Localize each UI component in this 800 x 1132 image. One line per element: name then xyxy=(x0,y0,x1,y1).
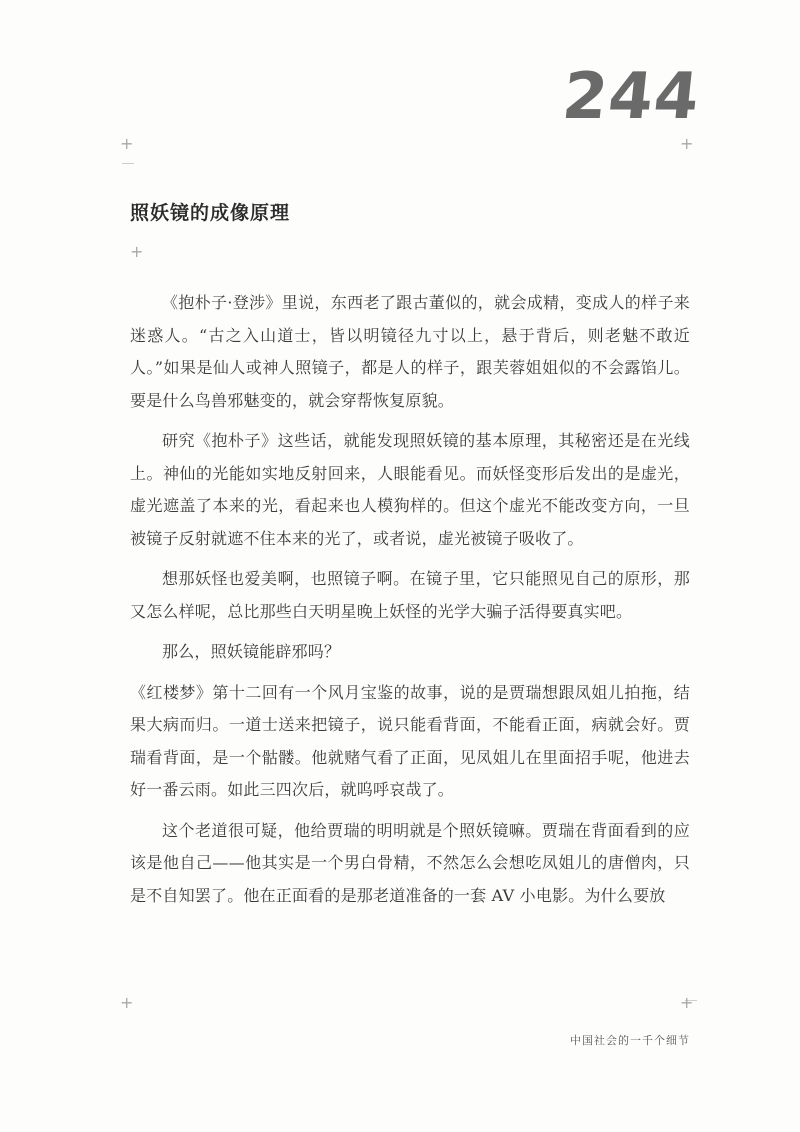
paragraph: 研究《抱朴子》这些话，就能发现照妖镜的基本原理，其秘密还是在光线上。神仙的光能如实地反射回来，人眼能看见。而妖怪变形后发出的是虚光，虚光遮盖了本来的光，看起来也人模狗样的。但这个虚光不能改变方向，一旦被镜子反射就遮不住本来的光了，或者说，虚光被镜子吸收了。 xyxy=(130,431,690,548)
divider xyxy=(122,163,134,164)
paragraph: 这个老道很可疑，他给贾瑞的明明就是个照妖镜嘛。贾瑞在背面看到的应该是他自己——他其实是一个男白骨精，不然怎么会想吃凤姐儿的唐僧肉，只是不自知罢了。他在正面看的是那老道准备的一套 AV 小电影。为什么要放 xyxy=(130,820,690,905)
paragraph: 那么，照妖镜能辟邪吗？ xyxy=(162,642,341,661)
crop-mark-top-right: + xyxy=(680,134,694,153)
body-text xyxy=(130,287,690,920)
section-title: 照妖镜的成像原理 xyxy=(130,202,291,224)
paragraph: 《抱朴子·登涉》里说，东西老了跟古董似的，就会成精，变成人的样子来迷惑人。“古之入山道士，皆以明镜径九寸以上，悬于背后，则老魅不敢近人。”如果是仙人或神人照镜子，都是人的样子，跟芙蓉姐姐似的不会露馅儿。要是什么鸟兽邪魅变的，就会穿帮恢复原貌。 xyxy=(130,293,690,410)
page-number: 244 xyxy=(559,60,704,134)
paragraph: 想那妖怪也爱美啊，也照镜子啊。在镜子里，它只能照见自己的原形，那又怎么样呢，总比那些白天明星晚上妖怪的光学大骗子活得要真实吧。 xyxy=(130,569,690,621)
running-footer: 中国社会的一千个细节 xyxy=(570,1034,690,1047)
crop-mark-title: + xyxy=(130,242,144,261)
crop-mark-bottom-right: + xyxy=(680,993,694,1012)
paragraph: 《红楼梦》第十二回有一个风月宝鉴的故事，说的是贾瑞想跟凤姐儿拍拖，结果大病而归。一道士送来把镜子，说只能看背面，不能看正面，病就会好。贾瑞看背面，是一个骷髅。他就赌气看了正面，见凤姐儿在里面招手呢，他进去好一番云雨。如此三四次后，就呜呼哀哉了。 xyxy=(130,682,690,799)
crop-mark-bottom-left: + xyxy=(120,993,134,1012)
crop-mark-top-left: + xyxy=(120,134,134,153)
